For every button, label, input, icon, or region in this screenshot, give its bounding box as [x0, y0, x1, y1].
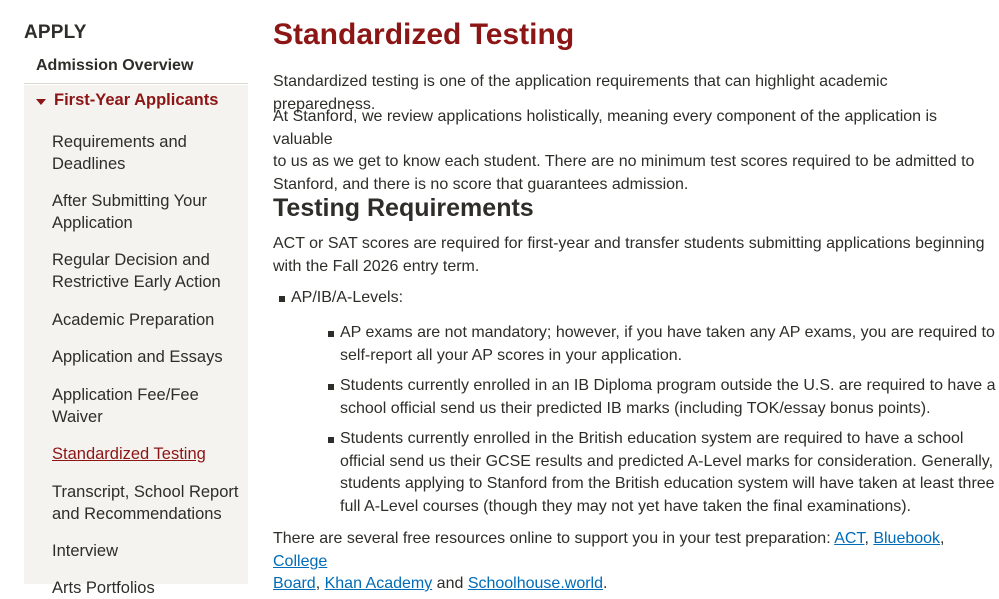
- resources-text: There are several free resources online to support you in your test preparation:: [273, 530, 835, 547]
- sidebar-item-admission-overview[interactable]: Admission Overview: [24, 48, 248, 84]
- holistic-paragraph: [273, 106, 993, 196]
- bullet-square-icon: [279, 296, 285, 302]
- college-board-link[interactable]: Board: [273, 575, 316, 592]
- college-board-link[interactable]: College: [273, 552, 328, 570]
- list-item: [340, 322, 999, 367]
- intro-paragraph: Standardized testing is one of the application requirements that can highlight academic preparedness.: [273, 73, 888, 113]
- list-item-line: full A-Level courses (though they may not yet have taken the final examinations).: [340, 497, 911, 515]
- act-link[interactable]: ACT: [834, 530, 865, 547]
- list-item-line: self-report all your AP scores in your application.: [340, 346, 683, 364]
- nav-label-line: Application Fee/Fee: [52, 386, 199, 404]
- sidebar-item-application-fee[interactable]: [52, 384, 242, 428]
- resources-paragraph: [273, 528, 993, 596]
- separator-text: .: [603, 575, 608, 592]
- sidebar-item-first-year-applicants[interactable]: [36, 91, 218, 110]
- list-item-line: Students currently enrolled in the British education system are required to have a school: [340, 430, 964, 447]
- paragraph-line: At Stanford, we review applications holistically, meaning every component of the application is valuable: [273, 108, 938, 148]
- separator-text: and: [432, 575, 468, 592]
- separator-text: ,: [864, 530, 874, 547]
- list-item: [340, 375, 999, 420]
- sidebar-section-label: First-Year Applicants: [54, 91, 219, 109]
- sidebar-item-transcript-school-report[interactable]: [52, 481, 242, 525]
- sidebar-item-regular-decision[interactable]: [52, 249, 242, 293]
- nav-label-line: Application: [52, 214, 133, 232]
- list-item-line: students applying to Stanford from the British education system will have taken at least three: [340, 475, 995, 492]
- sidebar-item-academic-preparation[interactable]: [52, 309, 242, 331]
- bullet-square-icon: [328, 331, 334, 337]
- nav-label-line: Academic Preparation: [52, 311, 215, 329]
- nav-label-line: Restrictive Early Action: [52, 273, 221, 291]
- paragraph-line: with the Fall 2026 entry term.: [273, 257, 480, 275]
- sidebar-heading: APPLY: [24, 22, 87, 43]
- list-item-line: Students currently enrolled in an IB Diploma program outside the U.S. are required to have a: [340, 377, 996, 394]
- sidebar-item-standardized-testing[interactable]: [52, 443, 242, 465]
- separator-text: ,: [315, 575, 325, 592]
- bluebook-link[interactable]: Bluebook: [873, 530, 941, 547]
- list-item-line: AP exams are not mandatory; however, if you have taken any AP exams, you are required to: [340, 324, 995, 341]
- page-title: Standardized Testing: [273, 18, 575, 51]
- schoolhouse-link[interactable]: Schoolhouse.world: [467, 575, 604, 592]
- sidebar-item-interview[interactable]: [52, 540, 242, 562]
- nav-label-line: Transcript, School Report: [52, 483, 239, 501]
- paragraph-line: [273, 528, 993, 573]
- bullet-label: AP/IB/A-Levels:: [291, 289, 404, 306]
- nav-label-line: Deadlines: [52, 155, 126, 173]
- paragraph-line: ACT or SAT scores are required for first-year and transfer students submitting applications beginning: [273, 235, 985, 252]
- sidebar-submenu-panel: [24, 85, 248, 597]
- bullet-square-icon: [328, 437, 334, 443]
- list-item-line: official send us their GCSE results and predicted A-Level marks for consideration. Generally,: [340, 452, 994, 470]
- paragraph-line: to us as we get to know each student. There are no minimum test scores required to be admitted to: [273, 153, 975, 170]
- sidebar-item-after-submitting[interactable]: [52, 190, 242, 234]
- paragraph-line: Stanford, and there is no score that guarantees admission.: [273, 175, 689, 193]
- requirement-paragraph: [273, 233, 993, 278]
- nav-label-line: Application and Essays: [52, 348, 223, 366]
- sidebar-item-application-essays[interactable]: [52, 346, 242, 368]
- section-heading: Testing Requirements: [273, 194, 534, 222]
- paragraph-line: [273, 573, 993, 596]
- list-item: [340, 428, 999, 518]
- sidebar-item-arts-portfolios[interactable]: [52, 577, 242, 599]
- nav-label-line: Waiver: [52, 408, 103, 426]
- bullet-square-icon: [328, 384, 334, 390]
- nav-label-line: Arts Portfolios: [52, 579, 155, 597]
- nav-label-line: and Recommendations: [52, 505, 222, 523]
- khan-academy-link[interactable]: Khan Academy: [324, 575, 433, 592]
- separator-text: ,: [940, 530, 945, 547]
- nav-label-line: Regular Decision and: [52, 251, 210, 269]
- sidebar-item-requirements-deadlines[interactable]: [52, 131, 242, 175]
- nav-label-line: Requirements and: [52, 133, 187, 151]
- caret-down-icon: [36, 99, 46, 105]
- nav-label-line: After Submitting Your: [52, 192, 208, 210]
- nav-label-line: Interview: [52, 542, 119, 560]
- sidebar-nav: [0, 0, 248, 597]
- nav-label-line: Standardized Testing: [52, 445, 206, 463]
- list-item-line: school official send us their predicted IB marks (including TOK/essay bonus points).: [340, 399, 931, 417]
